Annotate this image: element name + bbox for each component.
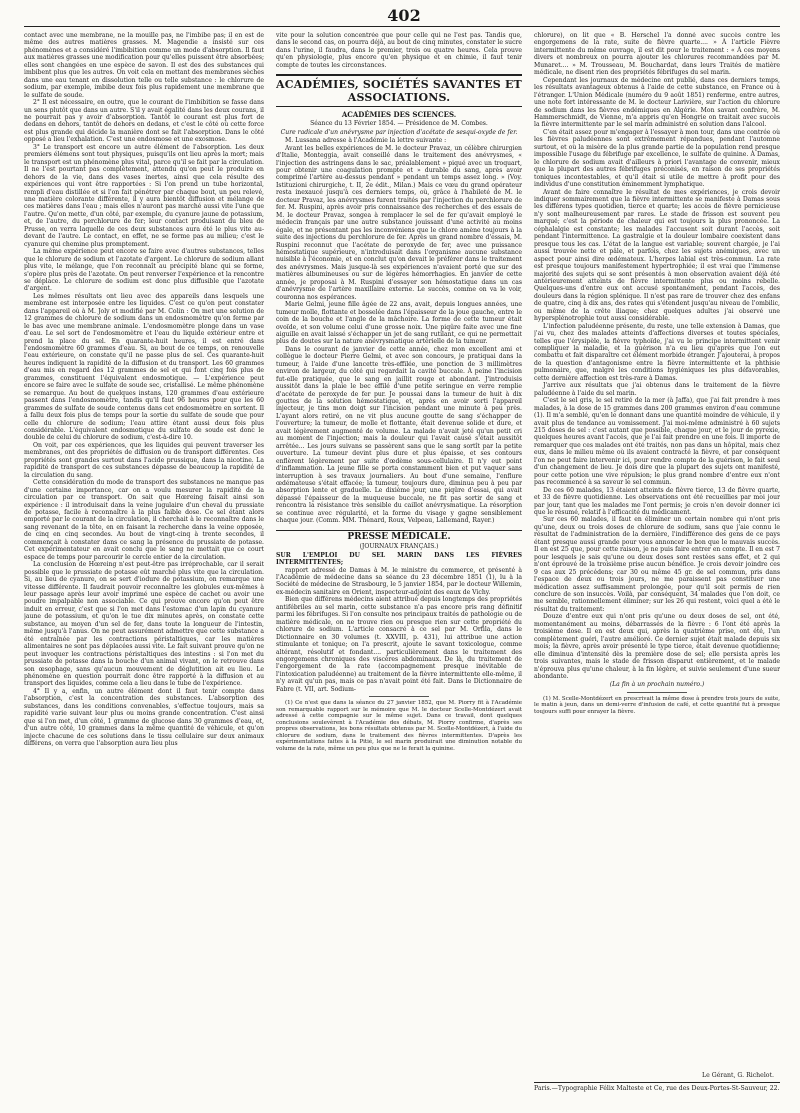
footnote-rule	[627, 692, 687, 693]
footnote-rule	[369, 696, 429, 697]
fever-article-title: SUR L'EMPLOI DU SEL MARIN DANS LES FIÈVRES INTERMITTENTES;	[276, 551, 522, 567]
academy-heading: ACADÉMIES DES SCIENCES.	[341, 110, 457, 120]
paragraph: J'arrive aux résultats que j'ai obtenus dans le traitement de la fièvre paludéenne à l'aide du sel marin.	[534, 382, 780, 397]
column-right	[534, 32, 780, 1072]
printer-line: Paris.—Typographie Félix Malteste et Ce, rue des Deux-Portes-St-Sauveur, 22.	[534, 1082, 780, 1093]
paragraph: chlorure), on lit que « B. Herschel l'a donné avec succès contre les engorgemens de la rate, suite de fièvre quarte.... » À l'article Fièvre intermittente du même ouvrage, il est dit pour le traitement : « À ces moyens divers et nombreux on pourra ajouter les chlorures recommandées par M. Munaret.... » M. Trousseau, M. Bouchardat, dans leurs Traités de matière médicale, ne disent rien des propriétés fébrifuges du sel marin.	[534, 32, 780, 77]
presse-subheading: (JOURNAUX FRANÇAIS.)	[359, 543, 439, 551]
article-title: Cure radicale d'un anévrysme par injection d'acétate de sesqui-oxyde de fer.	[280, 128, 518, 136]
paragraph: Avant les belles expériences de M. le docteur Pravaz, un célèbre chirurgien d'Italie, Monteggia, avait conseillé dans le traitement des anévrysmes, « l'injection des astringens dans le sac, préalablement » piqué avec un troquart, pour obtenir une coagulation prompte et » durable du sang, après avoir comprimé l'artère au-dessus pendant » pendant un temps assez long. » (Voy. Istituzioni chirurgiche, t. II, 2e édit., Milan.) Mais ce vœu du grand opérateur resta inexaucé jusqu'à ces derniers temps, où, grâce à l'habileté de M. le docteur Pravaz, les anévrysmes furent traités par l'injection du perchlorure de fer. M. Ruspini, après avoir pris connaissance des recherches et des essais de M. le docteur Pravaz, songea à remplacer le sel de fer qu'avait employé le médecin français par une autre substance jouissant d'une activité au moins égale, et ne présentant pas les inconvéniens que le chlore amène toujours à la suite des injections du perchlorure de fer. Après un grand nombre d'essais, M. Ruspini reconnut que l'acétate de peroxyde de fer, avec une puissance hémostatique supérieure, n'introduisait dans l'organisme aucune substance nuisible à l'économie, et en conclut qu'on devait le préférer dans le traitement des anévrysmes. Mais jusque-là ses expériences n'avaient porté que sur des matières albumineuses ou sur de légères hémorrhagies. En janvier de cette année, je proposai à M. Ruspini d'essayer son hémostatique dans un cas d'anévrysme de l'artère maxillaire externe. Le succès, comme on va le voir, couronna nos espérances.	[276, 144, 522, 301]
paragraph: On voit, par ces expériences, que les liquides qui peuvent traverser les membranes, ont des propriétés de diffusion ou de transport différentes. Ces propriétés sont grandes surtout dans l'acide prussique, dans la nicotine. La rapidité de transport de ces substances dépasse de beaucoup la rapidité de la circulation du sang.	[24, 441, 264, 479]
page-number: 402	[387, 6, 421, 25]
seance-line: Séance du 13 Février 1854. — Présidence de M. Combes.	[310, 120, 488, 128]
paragraph: 2° Il est nécessaire, en outre, que le courant de l'imbibition se fasse dans un sens plutôt que dans un autre. S'il y avait égalité dans les deux courans, il ne pourrait pas y avoir d'absorption. Tantôt le courant est plus fort de dedans en dehors, tantôt de dehors en dedans, et c'est le côté où cette force est plus grande qui décide la manière dont se fait l'absorption. Dans le côté opposé a lieu l'exhalation. C'est une endosmose et une exosmose.	[24, 99, 264, 144]
paragraph: C'en était assez pour m'engager à l'essayer à mon tour, dans une contrée où les fièvres paludéennes sont extrêmement répandues, pendant l'automne surtout, et où la misère de la plus grande partie de la population rend presque impossible l'usage du fébrifuge par excellence, le sulfate de quinine. À Damas, le chlorure de sodium avait d'ailleurs à priori l'avantage de convenir, mieux que la plupart des autres fébrifuges préconisés, en raison de ses propriétés toniques incontestables, et qu'il était si utile de mettre à profit pour des individus d'une constitution éminemment lymphatique.	[534, 128, 780, 189]
signature: Le Gérant, G. Richelot.	[702, 1072, 774, 1079]
paragraph: Avant de faire connaître le résultat de mes expériences, je crois devoir indiquer sommairement que la fièvre intermittente se manifeste à Damas sous les différens types quotidien, tierce et quarte; les accès de fièvre pernicieuse n'y sont malheureusement par rares. Le stade de frisson est souvent peu marqué; c'est la période de chaleur qui est toujours la plus prononcée. La céphalalgie est constante; les malades l'accusent soit durant l'accès, soit pendant l'intermittence. La gastralgie et la douleur lombaire coexistent dans presque tous les cas. L'état de la langue est variable; souvent chargée, je l'ai aussi trouvée nette et pâle, et parfois, chez les sujets anémiques, avec un aspect pour ainsi dire œdémateux. L'herpes labial est très-commun. La rate est presque toujours manifestement hypertrophiée; il est vrai que l'immense majorité des sujets qui se sont présentés à mon observation avaient déjà été antérieurement atteints de fièvre intermittente plus ou moins rebelle. Quelques-uns d'entre eux ont accusé spontanément, pendant l'accès, des douleurs dans la région splénique. Il n'est pas rare de trouver chez des enfans de quatre, cinq à dix ans, des rates qui s'étendent jusqu'au niveau de l'ombilic, ou même de la crête iliaque; chez quelques adultes j'ai observé une hypersplénotrophie tout aussi considérable.	[534, 188, 780, 323]
paragraph: 4° Il y a, enfin, un autre élément dont il faut tenir compte dans l'absorption, c'est la concentration des substances. L'absorption des substances, dans les conditions convenables, s'effectue toujours, mais sa rapidité varie suivant leur plus ou moins grande concentration. C'est ainsi que si l'on met, d'un côté, 1 gramme de glucose dans 30 grammes d'eau, et, d'un autre côté, 10 grammes dans la même quantité de véhicule, et qu'on injecte chacune de ces solutions dans le tissu cellulaire sur deux animaux différens, on verra que l'absorption aura lieu plus	[24, 687, 264, 748]
section-heading: ACADÉMIES, SOCIÉTÉS SAVANTES ET ASSOCIATIONS.	[276, 74, 522, 107]
column-left	[24, 32, 264, 1095]
paragraph: rapport adressé de Damas à M. le ministre du commerce, et présenté à l'Académie de médecine dans sa séance du 23 décembre 1851 (1), lu à la Société de médecine de Strasbourg, le 5 janvier 1854, par le docteur Willemin, ex-médecin sanitaire en Orient, inspecteur-adjoint des eaux de Vichy.	[276, 566, 522, 596]
paragraph: Bien que différens médecins aient attribué depuis longtemps des propriétés antifébriles au sel marin, cette substance n'a pas encore pris rang définitif parmi les fébrifuges. Si l'on consulte nos principaux traités de pathologie ou de matière médicale, on ne trouve rien ou presque rien sur cette propriété du chlorure de sodium. L'article consacré à ce sel par M. Orfila, dans le Dictionnaire en 30 volumes (t. XXVIII, p. 431), lui attribue une action stimulante et tonique; on l'a prescrit, ajoute le savant toxicologue, comme altérant, résolutif et fondant.... particulièrement dans le traitement des engorgemens chroniques des viscères abdominaux. De là, du traitement de l'engorgement de la rate (accompagnement presque inévitable de l'intoxication paludéenne) au traitement de la fièvre intermittente elle-même, il n'y avait qu'un pas, mais ce pas n'avait point été fait. Dans le Dictionnaire de Fabre (t. VII, art. Sodium-	[276, 596, 522, 693]
page-footer	[534, 1072, 780, 1093]
presse-heading: PRESSE MÉDICALE.	[276, 530, 522, 541]
paragraph: M. Lussana adresse à l'Académie la lettre suivante :	[285, 137, 447, 145]
footnote: (1) M. Scelle-Montdézert en prescrivait la même dose à prendre trois jours de suite, le matin à jeun, dans un demi-verre d'infusion de café, et cette quantité fut à presque toujours suffi pour enrayer la fièvre.	[534, 695, 780, 715]
column-middle	[276, 32, 522, 1087]
paragraph: C'est le sel gris, le sel retiré de la mer (à Jaffa), que j'ai fait prendre à mes malades, à la dose de 15 grammes dans 200 grammes environ d'eau commune (1). Il m'a semblé, qu'en le donnant dans une quantité moindre de véhicule, il y avait plus de tendance au vomissement. J'ai moi-même administré à 60 sujets 215 doses de sel : c'est autant que possible, chaque jour, et le jour de pyrexie, quelques heures avant l'accès, que je l'ai fait prendre en une fois. Il importe de remarquer que ces malades ont été traités, non pas dans un hôpital, mais chez eux, dans le milieu même où ils avaient contracté la fièvre, et par conséquent l'on ne peut faire intervenir ici, pour rendre compte de la guérison, le fait seul d'un changement de lieu. Je dois dire que la plupart des sujets ont manifesté, pour cette potion une vive répulsion; le plus grand nombre d'entre eux n'ont pas recommencé à sa saveur le sel commun.	[534, 397, 780, 487]
paragraph: Marie Gelmi, jeune fille âgée de 22 ans, avait, depuis longues années, une tumeur molle, flottante et bosselée dans l'épaisseur de la joue gauche, entre le coin de la bouche et l'angle de la mâchoire. La forme de cette tumeur était ovoïde, et son volume celui d'une grosse noix. Une piqûre faite avec une fine aiguille en avait laissé s'échapper un jet de sang rutilant, ce qui ne permettait plus de doutes sur la nature anévrysmatique artérielle de la tumeur.	[276, 301, 522, 346]
paragraph: 3° Le transport est encore un autre élément de l'absorption. Les deux premiers élémens sont tout physiques, puisqu'ils ont lieu après la mort; mais le transport est un phénomène plus vital, parce qu'il se fait par la circulation. Il ne l'est pourtant pas complètement, attendu qu'on peut le produire en dehors de la vie, dans des vases inertes, ainsi que cela résulte des expériences qui vont être rapportées : Si l'on prend un tube horizontal, rempli d'eau distillée et si l'on fait pénétrer par chaque bout, un peu relevé, une matière colorante différente, il y aura bientôt diffusion et mélange de ces matières dans l'eau ; mais elles n'auront pas marché aussi vite l'une que l'autre. Qu'on mette, d'un côté, par exemple, du cyanure jaune de potassium, et, de l'autre, du perchlorure de fer; leur contact produisant du bleu de Prusse, on verra laquelle de ces deux substances aura été le plus vite au-devant de l'autre. Le contact, en effet, ne se forme pas au milieu; c'est le cyanure qui chemine plus promptement.	[24, 143, 264, 248]
paragraph: De ces 60 malades, 13 étaient atteints de fièvre tierce, 13 de fièvre quarte, et 33 de fièvre quotidienne. Les observations ont été recueillies par moi jour par jour, tant que les malades me l'ont permis; je crois n'en devoir donner ici que le résumé, relatif à l'efficacité du médicament.	[534, 486, 780, 516]
paragraph: Cette considération du mode de transport des substances ne manque pas d'une certaine importance, car on a voulu mesurer la rapidité de la circulation par ce transport. On sait que Hœreing faisait ainsi son expérience : il introduisait dans la veine jugulaire d'un cheval du prussiate de potasse, facile à reconnaître à la plus faible dose. Ce sel étant alors emporté par le courant de la circulation, il cherchait à le reconnaître dans le sang revenant de la tête, en en faisant la recherche dans la veine opposée, de cinq en cinq secondes. Au bout de vingt-cinq à trente secondes, il commençait à constater dans ce sang la présence du prussiate de potasse. Cet expérimentateur en avait conclu que le sang ne mettait que ce court espace de temps pour parcourir le cercle entier de la circulation.	[24, 479, 264, 561]
top-rule	[24, 26, 780, 27]
paragraph: Sur ces 60 malades, il faut en éliminer un certain nombre qui n'ont pris qu'une, deux ou trois doses de chlorure de sodium, sans que j'aie connu le résultat de l'administration de la dernière, l'indifférence des gens de ce pays étant presque aussi grande pour vous annoncer le bon que le mauvais succès. Il en est 25 que, pour cette raison, je ne puis faire entrer en compte. Il en est 7 pour lesquels je sais qu'une ou deux doses sont restées sans effet, et 2 qui n'ont éprouvé de la troisième prise aucun bénéfice. Je crois devoir joindre ces 9 cas aux 25 précédens; car 30 ou même 45 gr. de sel commun, pris dans l'espace de deux ou trois jours, ne me paraissent pas constituer une médication assez suffisamment prolongée, pour qu'il soit permis de rien conclure de son insuccès. Voilà, par conséquent, 34 malades que l'on doit, ce me semble, rationnellement éliminer; sur les 26 qui restent, voici quel a été le résultat du traitement:	[534, 516, 780, 613]
paragraph: La conclusion de Hœreing n'est peut-être pas irréprochable, car il serait possible que le prussiate de potasse eût marché plus vite que la circulation. Si, au lieu de cyanure, on se sert d'iodure de potassium, on remarque une vitesse différente. Il faudrait pouvoir reconnaître les globules eux-mêmes à leur passage après leur avoir imprimé une espèce de cachet ou avoir une poudre impalpable non associable. Ce qui prouve encore qu'on peut être induit en erreur, c'est que si l'on met dans l'estomac d'un lapin du cyanure jaune de potassium, et qu'on le tue dix minutes après, on constate cette substance, au moyen d'un sel de fer, dans toute la longueur de l'intestin, même jusqu'à l'anus. On ne peut assurément admettre que cette substance a été entraînée par les contractions péristaltiques, car les matières alimentaires ne sont pas déplacées aussi vite. Le fait suivant prouve qu'on ne peut invoquer les contractions péristaltiques des intestins : si l'on met du prussiate de potasse dans la bouche d'un animal vivant, on le retrouve dans son œsophage, sans qu'aucun mouvement de déglutition ait eu lieu. Le phénomène en question pourrait donc être rapporté à la diffusion et au transport des liquides, comme cela a lieu dans le tube de l'expérience.	[24, 561, 264, 688]
paragraph: L'infection paludéenne présente, du reste, une telle extension à Damas, que j'ai vu, chez des malades atteints d'affections diverses et toutes spéciales, telles que l'érysipèle, la fièvre typhoïde, j'ai vu le principe intermittent venir compliquer la maladie, et la guérison n'a eu lieu qu'après que l'on eut combattu et fait disparaître cet élément morbide étranger. J'ajouterai, à propos de la question d'antagonisme entre la fièvre intermittente et la phthisie pulmonaire, que, malgré les conditions hygiéniques les plus défavorables, cette dernière affection est très-rare à Damas.	[534, 322, 780, 382]
paragraph: Dans le courant de janvier de cette année, chez mon excellent ami et collègue le docteur Pierre Gelmi, et avec son concours, je pratiquai dans la tumeur, à l'aide d'une lancette très-effilée, une ponction de 3 millimètres environ de largeur, du côté qui regardait la cavité buccale. À peine l'incision fut-elle pratiquée, que le sang en jaillit rouge et abondant. J'introduisis aussitôt dans la plaie le bec effilé d'une petite seringue en verre remplie d'acétate de peroxyde de fer pur. Je poussai dans la tumeur de huit à dix gouttes de la solution hémostatique, et, après en avoir sorti l'appareil injecteur, je tins mon doigt sur l'incision pendant une minute à peu près. L'ayant alors retiré, on ne vit plus aucune goutte de sang s'échapper de l'ouverture; la tumeur, de molle et flottante, était devenue solide et dure, et avait légèrement augmenté de volume. La malade n'avait jeté qu'un petit cri au moment de l'injection; mais la douleur qui l'avait causé s'était aussitôt arrêtée... Les jours suivans se passèrent sans que le sang sortît par la petite ouverture. La tumeur devint plus dure et plus épaisse, et ses contours enflèrent légèrement par suite d'œdème sous-cellulaire. Il n'y eut point d'inflammation. La jeune fille se porta constamment bien et put vaquer sans interruption à ses travaux journaliers. Au bout d'une semaine, l'enflure œdémateuse s'était effacée; la tumeur, toujours dure, diminua peu à peu par absorption lente et graduelle. Le dixième jour, une piqûre d'essai, qui avait dépassé l'épaisseur de la muqueuse buccale, ne fit pas sortir de sang et rencontra la résistance très sensible du caillot anévrysmatique. La résorption se continue avec régularité, et la forme du visage y gagne sensiblement chaque jour. (Comm. MM. Thénard, Roux, Velpeau, Lallemand, Rayer.)	[276, 345, 522, 525]
footnote: (1) Ce n'est que dans la séance du 27 janvier 1852, que M. Piorry fit à l'Académie son remarquable rapport sur le mémoire que M. le docteur Scelle-Montdézert avait adressé à cette compagnie sur le même sujet. Dans ce travail, dont quelques conclusions soulevèrent à l'Académie des débats, M. Piorry confirme, d'après ses propres observations, les bons résultats obtenus par M. Scelle-Montdézert, à l'aide du chlorure de sodium, dans le traitement des fièvres intermittentes. D'après les expérimentations faites à la Pitié, le sel marin produirait une diminution notable du volume de la rate, même un peu plus que ne le ferait la quinine.	[276, 700, 522, 752]
paragraph: vite pour la solution concentrée que pour celle qui ne l'est pas. Tandis que, dans le second cas, on pourra déjà, au bout de cinq minutes, constater le sucre dans l'urine, il faudra, dans le premier, trois ou quatre heures. Cela prouve qu'en physiologie, plus encore qu'en physique et en chimie, il faut tenir compte de toutes les circonstances.	[276, 32, 522, 69]
continuation-note: (La fin à un prochain numéro.)	[609, 681, 705, 689]
paragraph: Les mêmes résultats ont lieu avec des appareils dans lesquels une membrane est interposée entre les liquides. C'est ce qu'on peut constater dans l'appareil où à M. Joly et modifié par M. Colin : On met une solution de 12 grammes de chlorure de sodium dans un endosmomètre qu'on ferme par le bas avec une membrane animale. L'endosmomètre plonge dans un vase d'eau. Le sel sort de l'endosmomètre et l'eau du liquide extérieur entre et prend la place du sel. En quarante-huit heures, il est entré dans l'endosmomètre 60 grammes d'eau. Si, au bout de ce temps, on renouvelle l'eau extérieure, on constate qu'il ne passe plus de sel. Ces quarante-huit heures indiquent la rapidité de la diffusion et du transport. Les 60 grammes d'eau mis en regard des 12 grammes de sel et qui font cinq fois plus de grammes, constituent l'équivalent endosmotique. — L'expérience peut encore se faire avec le sulfate de soude sec, cristallisé. Le même phénomène se remarque. Au bout de quelques instans, 120 grammes d'eau extérieure passent dans l'endosmomètre, tandis qu'il faut 96 heures pour que les 60 grammes de sulfate de soude contenus dans cet endosmomètre en sortent. Il a fallu deux fois plus de temps pour la sortie du sulfate de soude que pour celle du chlorure de sodium; l'eau attire étant aussi deux fois plus considérable. L'équivalent endosmotique du sulfate de soude est donc le double de celui du chlorure de sodium, c'est-à-dire 10.	[24, 292, 264, 442]
paragraph: Cependant les journaux de médecine ont publié, dans ces derniers temps, les résultats avantageux obtenus à l'aide de cette substance, en France ou à l'étranger. L'Union Médicale (numéro du 9 août 1851) renferme, entre autres, une note fort intéressante de M. le docteur Larivière, sur l'action du chlorure de sodium dans les fièvres endémiques en Algérie. Mon savant confrère, M. Hammerschmidt, de Vienne, m'a appris qu'en Hongrie on traitait avec succès la fièvre intermittente par le sel marin administré en solution dans l'alcool.	[534, 76, 780, 129]
paragraph: La même expérience peut encore se faire avec d'autres substances, telles que le chlorure de sodium et l'azotate d'argent. Le chlorure de sodium allant plus vite, le mélange, que l'on reconnaît au précipité blanc qui se forme, s'opère plus près de l'azotate. On peut renverser l'expérience et la rencontre se déplace. Le chlorure de sodium est donc plus diffusible que l'azotate d'argent.	[24, 248, 264, 293]
paragraph: contact avec une membrane, ne la mouille pas, ne l'imbibe pas; il en est de même des autres matières grasses. M. Magendie a insisté sur ces phénomènes et a considéré l'imbibition comme un mode d'absorption. Il faut aux matières grasses une modification pour qu'elles puissent être absorbées; elles sont changées en une espèce de savon. Il est des des substances qui imbibent plus que les autres. On voit cela en mettant des membranes sèches dans une eau tenant en dissolution telle ou telle substance : le chlorure de sodium, par exemple, imbibe deux fois plus rapidement une membrane que le sulfate de soude.	[24, 32, 264, 99]
paragraph: Douze d'entre eux qui n'ont pris qu'une ou deux doses de sel, ont été, momentanément au moins, débarrassés de la fièvre : 6 l'ont été après la troisième dose. Il en est deux qui, après la quatrième prise, ont été, l'un complètement guéri, l'autre amélioré. Ce dernier sujet était malade depuis six mois; la fièvre, après avoir présenté le type tierce, était devenue quotidienne; elle diminua d'intensité dès la première dose de sel; elle persista après les trois suivantes, mais le stade de frisson disparut entièrement, et le malade n'éprouva plus qu'une chaleur, à la fin légère, et suivie seulement d'une sueur abondante.	[534, 613, 780, 680]
